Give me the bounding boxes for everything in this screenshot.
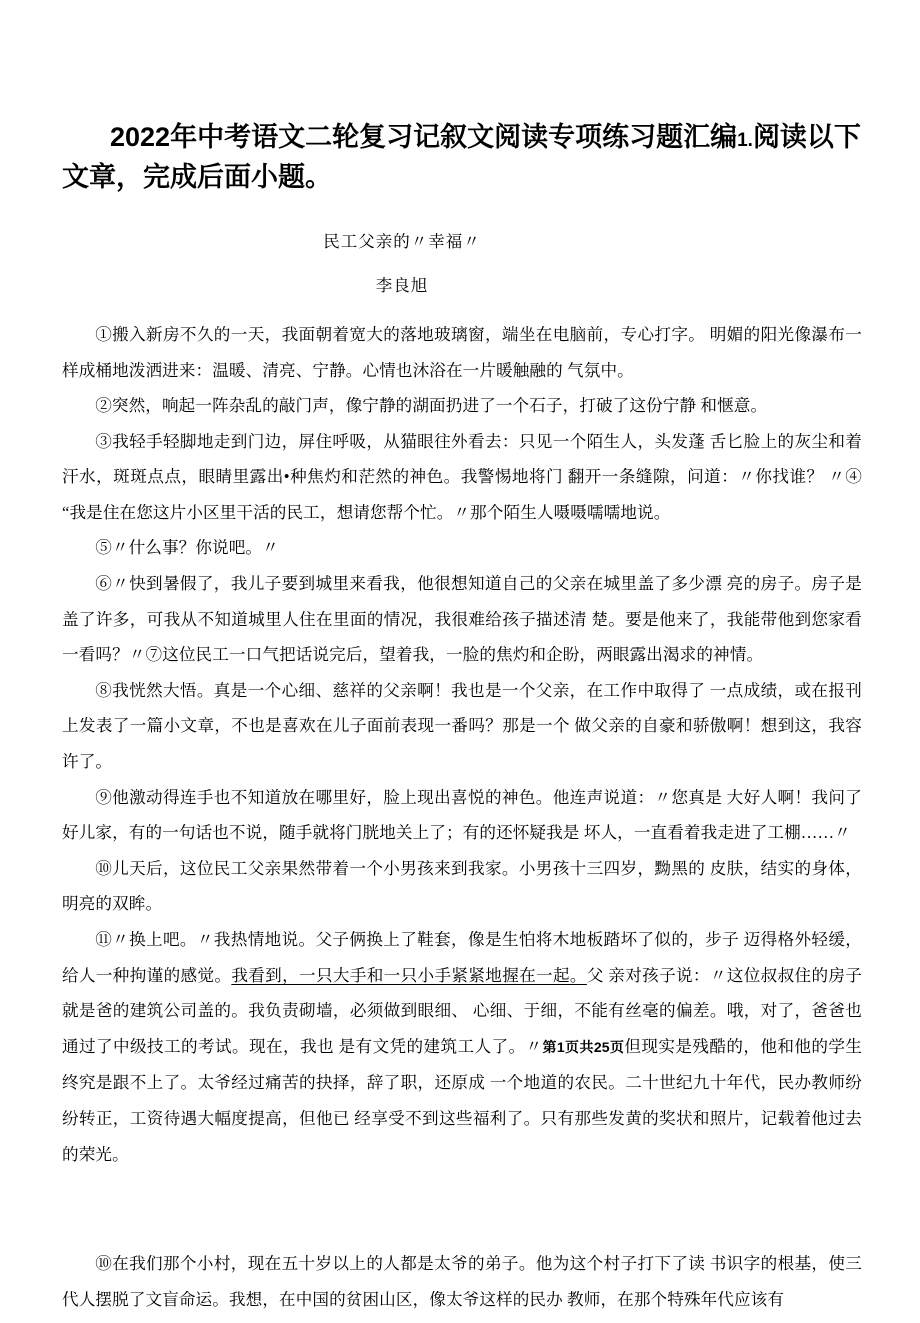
paragraph-6: ⑥〃快到暑假了，我儿子要到城里来看我，他很想知道自己的父亲在城里盖了多少漂 亮的房子。房子是盖了许多，可我从不知道城里人住在里面的情况，我很难给孩子描述清 楚。要是他来了，我能带他到您家看一看吗？〃⑦这位民工一口气把话说完后，望着我，一脸的焦灼和企盼，两眼露出渴求的神情。	[62, 574, 862, 665]
paragraph-11-part1: ⑪〃换上吧。〃我热情地说。父子俩换上了鞋套，像是生怕将木地板踏坏了似的，步子 迈得格外轻缓，给人一种拘谨的感觉。	[62, 930, 862, 985]
paragraph-1: ①搬入新房不久的一天，我面朝着宽大的落地玻璃窗，端坐在电脑前，专心打字。 明媚的阳光像瀑布一样成桶地泼洒进来：温暖、清亮、宁静。心情也沐浴在一片暖触融的 气氛中。	[62, 324, 862, 380]
paragraph-8: ⑧我恍然大悟。真是一个心细、慈祥的父亲啊！我也是一个父亲，在工作中取得了 一点成绩，或在报刊上发表了一篇小文章，不也是喜欢在儿子面前表现一番吗？那是一个 做父亲的自豪和骄傲啊！想到这，我容许了。	[62, 680, 862, 772]
article-subtitle: 民工父亲的〃幸福〃	[323, 231, 481, 251]
article-body	[62, 317, 862, 1317]
paragraph-11	[62, 922, 862, 1172]
paragraph-11-part2: 父 亲对孩子说：〃这位叔叔住的房子就是爸的建筑公司盖的。我负责砌墙，必须做到眼细、 心细、于细，不能有丝毫的偏差。哦，对了，爸爸也通过了中级技工的考试。现在，我也 是有文凭的建筑工人了。〃	[62, 965, 862, 1056]
paragraph-2: ②突然，响起一阵杂乱的敲门声，像宁静的湖面扔进了一个石子，打破了这份宁静 和惬意。	[95, 396, 768, 416]
title-main-text: 2022年中考语文二轮复习记叙文阅读专项练习题汇编	[110, 122, 738, 152]
paragraph-11-underlined-sentence: 我看到，一只大手和一只小手紧紧地握在一起。	[231, 965, 587, 985]
paragraph-9: ⑨他激动得连手也不知道放在哪里好，脸上现出喜悦的神色。他连声说道：〃您真是 大好人啊！我问了好儿家，有的一句话也不说，随手就将门胱地关上了；有的还怀疑我是 坏人，一直看着我走进了工棚……〃	[62, 787, 862, 843]
paragraph-5: ⑤〃什么事？你说吧。〃	[95, 538, 279, 558]
page-title	[62, 118, 862, 198]
page-number-marker: 第1页共25页	[542, 1038, 625, 1055]
paragraph-spacer	[62, 1172, 862, 1246]
paragraph-11-part3: 但现实是残酷的，他和他的学生终究是跟不上了。太爷经过痛苦的抉择，辞了职，还原成 一个地道的农民。二十世纪九十年代，民办教师纷纷转正，工资待遇大幅度提高，但他已 经享受不到这些福利了。只有那些发黄的奖状和照片，记载着他过去的荣光。	[62, 1036, 863, 1164]
document-content	[62, 118, 862, 1317]
paragraph-10: ⑩儿天后，这位民工父亲果然带着一个小男孩来到我家。小男孩十三四岁，黝黑的 皮肤，结实的身体，明亮的双眸。	[62, 858, 862, 914]
paragraph-last: ⑩在我们那个小村，现在五十岁以上的人都是太爷的弟子。他为这个村子打下了读 书识字的根基，使三代人摆脱了文盲命运。我想，在中国的贫困山区，像太爷这样的民办 教师，在那个特殊年代应该有	[62, 1254, 862, 1309]
title-question-number: 1.	[737, 130, 753, 151]
paragraph-3: ③我轻手轻脚地走到门边，屏住呼吸，从猫眼往外看去：只见一个陌生人，头发蓬 舌匕脸上的灰尘和着汗水，斑斑点点，眼睛里露出•种焦灼和茫然的神色。我警惕地将门 翻开一条缝隙，问道：〃你找谁？ 〃④ “我是住在您这片小区里干活的民工，想请您帮个忙。〃那个陌生人嗫嗫嚅嚅地说。	[62, 431, 862, 522]
title-question-text: 阅读以下文章，完成后面小题。	[62, 122, 861, 192]
article-author: 李良旭	[375, 276, 429, 296]
